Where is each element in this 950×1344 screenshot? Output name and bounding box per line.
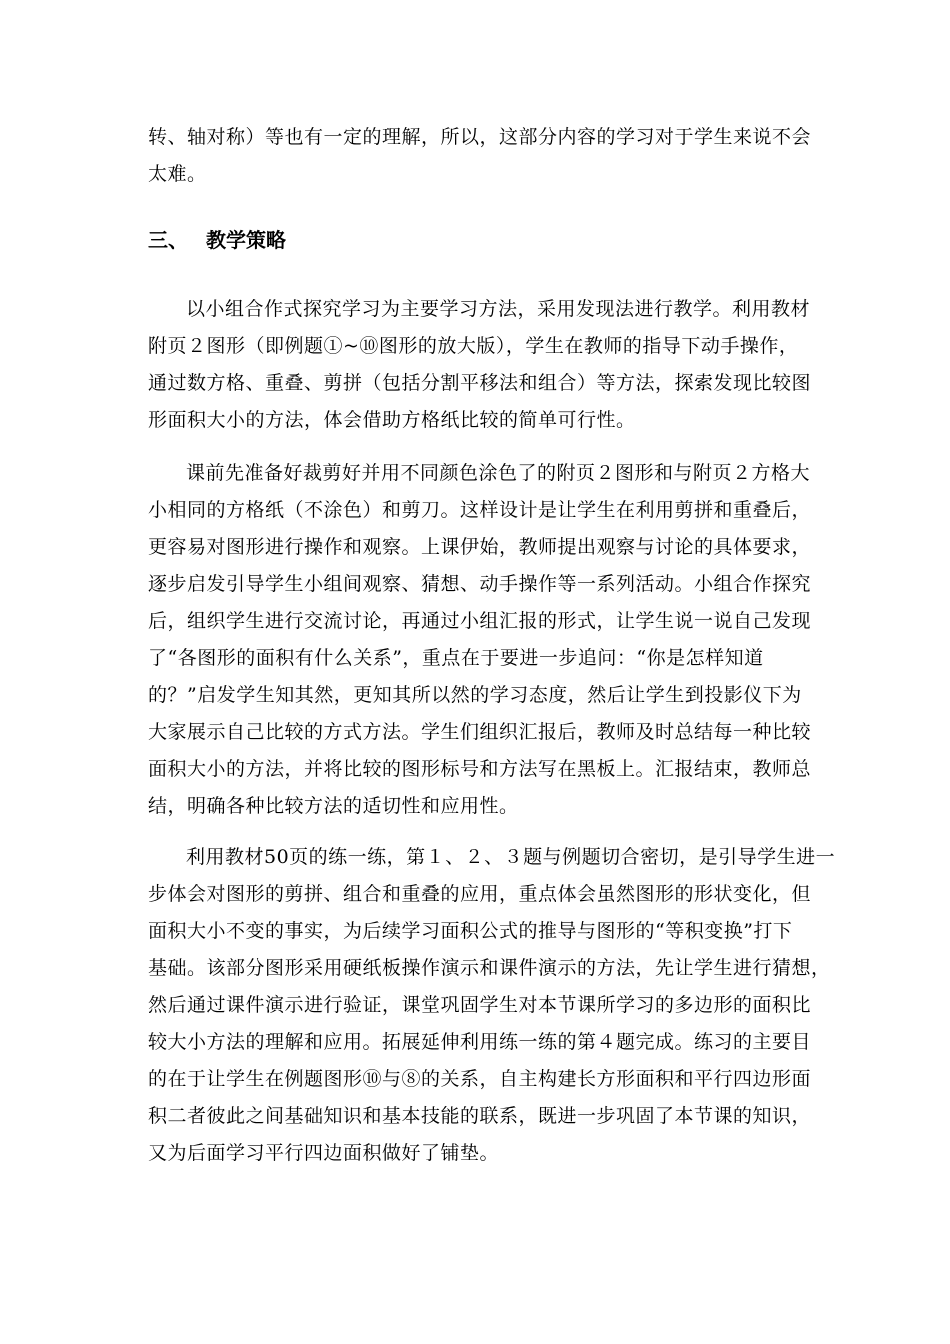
text-line: 步体会对图形的剪拼、组合和重叠的应用，重点体会虽然图形的形状变化，但: [148, 883, 812, 905]
text-line: 又为后面学习平行四边面积做好了铺垫。: [148, 1142, 500, 1164]
text-line: 附页２图形（即例题①~⑩图形的放大版），学生在教师的指导下动手操作，: [148, 335, 799, 357]
text-line: 逐步启发引导学生小组间观察、猜想、动手操作等一系列活动。小组合作探究: [148, 573, 812, 595]
text-line: 然后通过课件演示进行验证，课堂巩固学生对本节课所学习的多边形的面积比: [148, 994, 812, 1016]
section-number: 三、: [148, 228, 188, 252]
text-line: 的在于让学生在例题图形⑩与⑧的关系，自主构建长方形面积和平行四边形面: [148, 1068, 812, 1090]
paragraph-2: [148, 455, 812, 825]
text-line: 结，明确各种比较方法的适切性和应用性。: [148, 795, 519, 817]
text-line: 大家展示自己比较的方式方法。学生们组织汇报后，教师及时总结每一种比较: [148, 721, 812, 743]
text-line: 了“各图形的面积有什么关系”，重点在于要进一步追问：“你是怎样知道: [148, 647, 764, 669]
text-line: 更容易对图形进行操作和观察。上课伊始，教师提出观察与讨论的具体要求，: [148, 536, 812, 558]
text-line: 基础。该部分图形采用硬纸板操作演示和课件演示的方法，先让学生进行猜想，: [148, 957, 831, 979]
text-line: 利用教材50页的练一练，第１、２、３题与例题切合密切，是引导学生进一: [186, 846, 836, 868]
text-line: 通过数方格、重叠、剪拼（包括分割平移法和组合）等方法，探索发现比较图: [148, 372, 812, 394]
paragraph-1: [148, 291, 812, 439]
text-line: 面积大小不变的事实，为后续学习面积公式的推导与图形的“等积变换”打下: [148, 920, 793, 942]
text-line: 较大小方法的理解和应用。拓展延伸利用练一练的第４题完成。练习的主要目: [148, 1031, 812, 1053]
text-line: 转、轴对称）等也有一定的理解，所以，这部分内容的学习对于学生来说不会: [148, 126, 812, 148]
text-line: 面积大小的方法，并将比较的图形标号和方法写在黑板上。汇报结束，教师总: [148, 758, 812, 780]
text-line: 以小组合作式探究学习为主要学习方法，采用发现法进行教学。利用教材: [186, 298, 811, 320]
text-line: 形面积大小的方法，体会借助方格纸比较的简单可行性。: [148, 409, 636, 431]
intro-paragraph: [148, 119, 812, 193]
text-line: 的？”启发学生知其然，更知其所以然的学习态度，然后让学生到投影仪下为: [148, 684, 802, 706]
text-line: 小相同的方格纸（不涂色）和剪刀。这样设计是让学生在利用剪拼和重叠后，: [148, 499, 812, 521]
text-line: 后，组织学生进行交流讨论，再通过小组汇报的形式，让学生说一说自己发现: [148, 610, 812, 632]
text-line: 课前先准备好裁剪好并用不同颜色涂色了的附页２图形和与附页２方格大: [186, 462, 811, 484]
section-title: 教学策略: [206, 228, 286, 252]
text-line: 积二者彼此之间基础知识和基本技能的联系，既进一步巩固了本节课的知识，: [148, 1105, 812, 1127]
section-heading: [148, 225, 286, 255]
paragraph-3: [148, 839, 836, 1172]
text-line: 太难。: [148, 163, 207, 185]
